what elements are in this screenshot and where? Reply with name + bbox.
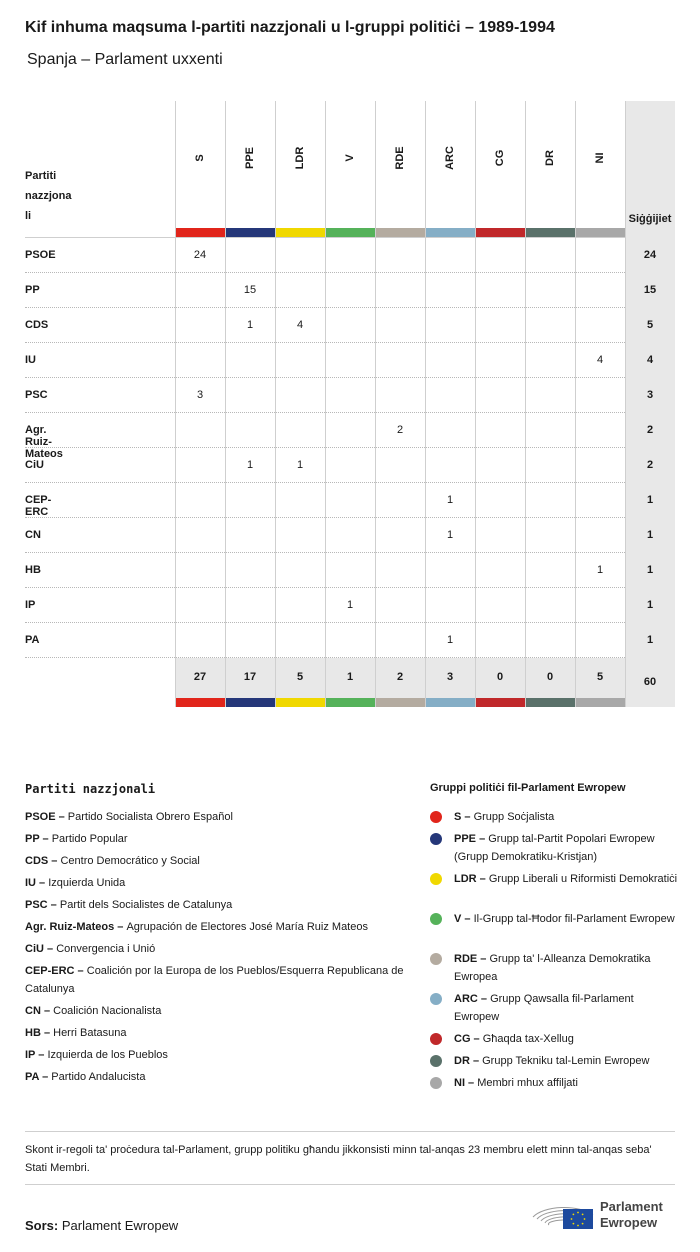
group-header-ni: NI bbox=[594, 152, 606, 164]
national-party-legend-item bbox=[25, 1002, 405, 1020]
legend-abbr: PSOE – bbox=[25, 811, 68, 823]
political-groups-legend-title: Gruppi politiċi fil-Parlament Ewropew bbox=[430, 782, 626, 794]
legend-name: Grupp Qawsalla fil-Parlament Ewropew bbox=[454, 993, 634, 1023]
column-total: 17 bbox=[243, 671, 257, 683]
row-divider bbox=[25, 587, 625, 588]
legend-abbr: LDR – bbox=[454, 873, 489, 885]
political-group-legend-item bbox=[454, 1074, 679, 1092]
political-group-legend-item bbox=[454, 808, 679, 826]
column-separator bbox=[475, 101, 476, 707]
legend-abbr: S – bbox=[454, 811, 474, 823]
source-line bbox=[25, 1218, 178, 1233]
column-separator bbox=[375, 101, 376, 707]
group-header-ldr: LDR bbox=[294, 146, 306, 170]
column-total: 3 bbox=[446, 671, 454, 683]
row-divider bbox=[25, 552, 625, 553]
page-title: Kif inhuma maqsuma l-partiti nazzjonali u l-gruppi politiċi – 1989-1994 bbox=[25, 19, 555, 36]
national-party-legend-item bbox=[25, 918, 405, 936]
group-color-strip-bottom bbox=[326, 698, 375, 707]
legend-abbr: IU – bbox=[25, 877, 49, 889]
group-color-strip-bottom bbox=[526, 698, 575, 707]
column-total: 5 bbox=[296, 671, 304, 683]
logo-line-2: Ewropew bbox=[600, 1215, 658, 1230]
seat-value: 24 bbox=[193, 249, 207, 261]
seat-value: 15 bbox=[243, 284, 257, 296]
divider bbox=[25, 1184, 675, 1185]
national-party-legend-item bbox=[25, 940, 405, 958]
legend-abbr: CN – bbox=[25, 1005, 54, 1017]
national-party-legend-item bbox=[25, 808, 405, 826]
party-label: CN bbox=[25, 529, 41, 541]
seat-value: 3 bbox=[196, 389, 204, 401]
group-color-strip-bottom bbox=[576, 698, 625, 707]
column-total: 1 bbox=[346, 671, 354, 683]
group-color-strip-top bbox=[426, 228, 475, 237]
legend-color-dot bbox=[430, 811, 442, 823]
national-party-legend-item bbox=[25, 874, 405, 892]
group-color-strip-top bbox=[476, 228, 525, 237]
column-separator bbox=[425, 101, 426, 707]
row-total: 24 bbox=[643, 249, 657, 261]
party-label: IU bbox=[25, 354, 36, 366]
column-separator bbox=[325, 101, 326, 707]
legend-name: Partido Popular bbox=[51, 833, 128, 845]
legend-color-dot bbox=[430, 953, 442, 965]
legend-color-dot bbox=[430, 1055, 442, 1067]
legend-color-dot bbox=[430, 1077, 442, 1089]
legend-abbr: HB – bbox=[25, 1027, 54, 1039]
party-label: IP bbox=[25, 599, 36, 611]
national-party-legend-item bbox=[25, 852, 405, 870]
national-parties-legend-title: Partiti nazzjonali bbox=[25, 782, 156, 796]
column-total: 5 bbox=[596, 671, 604, 683]
legend-abbr: ARC – bbox=[454, 993, 491, 1005]
group-color-strip-bottom bbox=[276, 698, 325, 707]
seat-value: 1 bbox=[596, 564, 604, 576]
legend-name: Partit dels Socialistes de Catalunya bbox=[59, 899, 233, 911]
party-label: Agr. Ruiz-Mateos bbox=[25, 424, 63, 460]
page-subtitle: Spanja – Parlament uxxenti bbox=[27, 51, 223, 68]
legend-abbr: PP – bbox=[25, 833, 52, 845]
row-total: 1 bbox=[646, 634, 654, 646]
legend-color-dot bbox=[430, 913, 442, 925]
grand-total: 60 bbox=[643, 676, 657, 688]
column-total: 0 bbox=[546, 671, 554, 683]
group-color-strip-bottom bbox=[376, 698, 425, 707]
row-total: 1 bbox=[646, 494, 654, 506]
political-group-legend-item bbox=[454, 1052, 679, 1070]
group-color-strip-top bbox=[226, 228, 275, 237]
column-separator bbox=[625, 101, 626, 707]
legend-abbr: NI – bbox=[454, 1077, 478, 1089]
seat-value: 1 bbox=[446, 634, 454, 646]
legend-abbr: V – bbox=[454, 913, 474, 925]
national-party-legend-item bbox=[25, 1068, 405, 1086]
legend-name: Grupp ta' l-Alleanza Demokratika Ewropea bbox=[454, 953, 651, 983]
party-label: CiU bbox=[25, 459, 44, 471]
legend-abbr: Agr. Ruiz-Mateos – bbox=[25, 921, 127, 933]
logo-line-1: Parlament bbox=[600, 1199, 663, 1214]
seat-value: 2 bbox=[396, 424, 404, 436]
row-total: 1 bbox=[646, 599, 654, 611]
seat-value: 4 bbox=[596, 354, 604, 366]
source-text: Parlament Ewropew bbox=[61, 1218, 179, 1233]
group-header-rde: RDE bbox=[394, 146, 406, 170]
column-separator bbox=[525, 101, 526, 707]
legend-name: Coalición Nacionalista bbox=[53, 1005, 162, 1017]
row-total: 2 bbox=[646, 424, 654, 436]
political-group-legend-item bbox=[454, 950, 679, 986]
logo-wordmark bbox=[600, 1199, 663, 1231]
legend-name: Membri mhux affiljati bbox=[477, 1077, 578, 1089]
legend-name: Grupp Liberali u Riformisti Demokratiċi bbox=[488, 873, 678, 885]
party-label: CEP-ERC bbox=[25, 494, 52, 518]
party-label: PSC bbox=[25, 389, 48, 401]
row-divider bbox=[25, 657, 625, 658]
legend-name: Coalición por la Europa de los Pueblos/Esquerra Republicana de Catalunya bbox=[25, 965, 404, 995]
group-color-strip-top bbox=[526, 228, 575, 237]
national-party-legend-item bbox=[25, 1024, 405, 1042]
column-separator bbox=[575, 101, 576, 707]
row-divider bbox=[25, 622, 625, 623]
political-group-legend-item bbox=[454, 870, 679, 888]
row-divider bbox=[25, 447, 625, 448]
row-divider bbox=[25, 342, 625, 343]
row-divider bbox=[25, 377, 625, 378]
legend-abbr: IP – bbox=[25, 1049, 48, 1061]
row-total: 1 bbox=[646, 529, 654, 541]
row-divider bbox=[25, 482, 625, 483]
legend-abbr: CEP-ERC – bbox=[25, 965, 87, 977]
group-color-strip-top bbox=[176, 228, 225, 237]
seat-value: 1 bbox=[246, 459, 254, 471]
column-total: 2 bbox=[396, 671, 404, 683]
group-color-strip-bottom bbox=[476, 698, 525, 707]
column-separator bbox=[275, 101, 276, 707]
legend-name: Għaqda tax-Xellug bbox=[482, 1033, 574, 1045]
legend-name: Grupp Soċjalista bbox=[473, 811, 555, 823]
row-total: 3 bbox=[646, 389, 654, 401]
divider bbox=[25, 1131, 675, 1132]
legend-name: Partido Andalucista bbox=[51, 1071, 146, 1083]
party-label: PP bbox=[25, 284, 40, 296]
column-separator bbox=[225, 101, 226, 707]
party-label: PA bbox=[25, 634, 40, 646]
seat-value: 1 bbox=[446, 494, 454, 506]
total-header: Siġġijiet bbox=[628, 213, 672, 225]
group-color-strip-bottom bbox=[226, 698, 275, 707]
seat-value: 1 bbox=[296, 459, 304, 471]
legend-name: Partido Socialista Obrero Español bbox=[67, 811, 233, 823]
group-color-strip-bottom bbox=[426, 698, 475, 707]
party-label: PSOE bbox=[25, 249, 56, 261]
legend-color-dot bbox=[430, 873, 442, 885]
row-total: 1 bbox=[646, 564, 654, 576]
legend-abbr: DR – bbox=[454, 1055, 483, 1067]
column-separator bbox=[175, 101, 176, 707]
seat-value: 1 bbox=[246, 319, 254, 331]
row-total: 15 bbox=[643, 284, 657, 296]
political-group-legend-item bbox=[454, 1030, 679, 1048]
row-divider bbox=[25, 412, 625, 413]
group-header-ppe: PPE bbox=[244, 147, 256, 170]
row-header: Partiti nazzjona li bbox=[25, 170, 72, 222]
seat-value: 1 bbox=[446, 529, 454, 541]
seat-value: 1 bbox=[346, 599, 354, 611]
group-header-v: V bbox=[344, 154, 356, 162]
row-total: 5 bbox=[646, 319, 654, 331]
row-total: 2 bbox=[646, 459, 654, 471]
legend-name: Centro Democrático y Social bbox=[60, 855, 200, 867]
source-label: Sors: bbox=[25, 1218, 59, 1233]
seat-value: 4 bbox=[296, 319, 304, 331]
legend-abbr: PPE – bbox=[454, 833, 489, 845]
group-header-s: S bbox=[194, 154, 206, 162]
totals-column-bg bbox=[625, 101, 675, 707]
row-divider bbox=[25, 307, 625, 308]
header-line bbox=[25, 237, 625, 238]
group-header-cg: CG bbox=[494, 149, 506, 167]
column-total: 0 bbox=[496, 671, 504, 683]
national-party-legend-item bbox=[25, 896, 405, 914]
group-color-strip-top bbox=[576, 228, 625, 237]
group-color-strip-top bbox=[326, 228, 375, 237]
legend-name: Agrupación de Electores José María Ruiz Mateos bbox=[126, 921, 368, 933]
group-color-strip-top bbox=[276, 228, 325, 237]
group-color-strip-bottom bbox=[176, 698, 225, 707]
group-header-dr: DR bbox=[544, 150, 556, 166]
political-group-legend-item bbox=[454, 830, 679, 866]
row-divider bbox=[25, 272, 625, 273]
legend-name: Grupp tal-Partit Popolari Ewropew (Grupp Demokratiku-Kristjan) bbox=[454, 833, 655, 863]
legend-color-dot bbox=[430, 993, 442, 1005]
legend-name: Convergencia i Unió bbox=[56, 943, 156, 955]
column-total: 27 bbox=[193, 671, 207, 683]
legend-name: Grupp Tekniku tal-Lemin Ewropew bbox=[482, 1055, 650, 1067]
legend-name: Izquierda de los Pueblos bbox=[47, 1049, 168, 1061]
legend-name: Izquierda Unida bbox=[48, 877, 126, 889]
political-group-legend-item bbox=[454, 910, 679, 928]
legend-abbr: PA – bbox=[25, 1071, 52, 1083]
legend-abbr: RDE – bbox=[454, 953, 490, 965]
legend-abbr: CiU – bbox=[25, 943, 57, 955]
group-header-arc: ARC bbox=[444, 146, 456, 170]
legend-abbr: CDS – bbox=[25, 855, 61, 867]
political-group-legend-item bbox=[454, 990, 679, 1026]
national-party-legend-item bbox=[25, 830, 405, 848]
national-party-legend-item bbox=[25, 962, 405, 998]
national-party-legend-item bbox=[25, 1046, 405, 1064]
row-total: 4 bbox=[646, 354, 654, 366]
party-label: CDS bbox=[25, 319, 49, 331]
party-label: HB bbox=[25, 564, 41, 576]
legend-abbr: CG – bbox=[454, 1033, 483, 1045]
legend-abbr: PSC – bbox=[25, 899, 60, 911]
legend-name: Il-Grupp tal-Ħodor fil-Parlament Ewropew bbox=[473, 913, 675, 925]
legend-name: Herri Batasuna bbox=[53, 1027, 127, 1039]
legend-color-dot bbox=[430, 1033, 442, 1045]
row-divider bbox=[25, 517, 625, 518]
footnote: Skont ir-regoli ta' proċedura tal-Parlament, grupp politiku għandu jikkonsisti minn tal-anqas 23 membru elett minn tal-anqas seba' Stati Membri. bbox=[25, 1144, 652, 1174]
legend-color-dot bbox=[430, 833, 442, 845]
group-color-strip-top bbox=[376, 228, 425, 237]
